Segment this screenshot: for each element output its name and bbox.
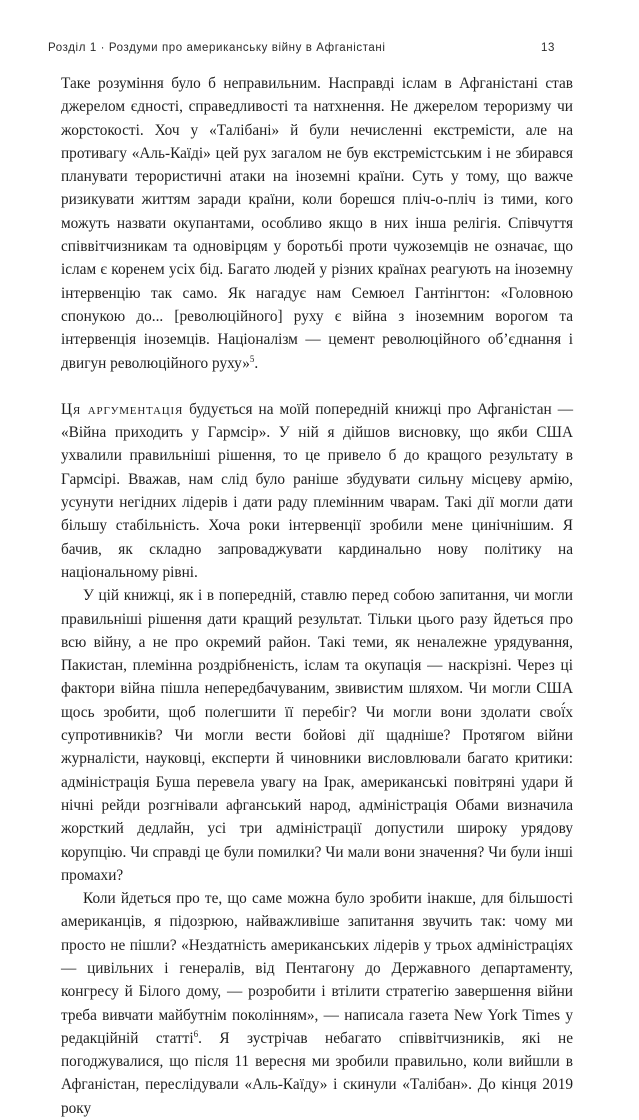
paragraph-1-end: .: [254, 354, 259, 372]
paragraph-2: [61, 398, 573, 584]
paragraph-4-rest: . Я зустрічав небагато співвітчизників, які не погоджувалися, що після 11 вересня ми зробили правильно, коли вийшли в Афганістан, переслідували «Аль-Каїду» і скинули «Талібан». До кінця 2019 року: [61, 1029, 574, 1117]
body-text: [61, 72, 573, 1120]
chapter-running-title: Розділ 1 · Роздуми про американську війну в Афганістані: [48, 42, 386, 54]
paragraph-1-text: Таке розуміння було б неправильним. Насправді іслам в Афганістані став джерелом єдності, справедливості та натхнення. Не джерелом тероризму чи жорстокості. Хоч у «Талібані» й були нечисленні екстремісти, але на противагу «Аль-Каїді» цей рух загалом не був екстремістським і не збирався планувати терористичні атаки на іноземні країни. Суть у тому, що важче ризикувати життям заради країни, коли борешся пліч-о-пліч із тими, кого можуть назвати окупантами, особливо якщо в них інша релігія. Співчуття співвітчизникам та одновірцям у боротьбі проти чужоземців не означає, що іслам є коренем усіх бід. Багато людей у різних країнах реагують на іноземну інтервенцію так само. Як нагадує нам Семюел Гантінгтон: «Головною спонукою до... [революційного] руху є війна з іноземним ворогом та інтервенція іноземців. Націоналізм — цемент революційного об’єднання і двигун революційного руху»: [61, 75, 573, 372]
running-header: [48, 42, 555, 62]
paragraph-3: [61, 584, 573, 887]
paragraph-1: [61, 72, 573, 375]
paragraph-2-lead: Ця аргументація: [61, 400, 184, 418]
paragraph-2-text: будується на моїй попередній книжці про Афганістан — «Війна приходить у Гармсір». У ній я дійшов висновку, що якби США ухвалили правильніші рішення, то це привело б до кращого результату в Гармсірі. Вважав, нам слід було раніше збудувати сильну місцеву армію, усунути негідних лідерів і дати раду племінним чварам. Такі дії могли дати більшу стабільність. Хоча роки інтервенції зробили мене цинічнішим. Я бачив, як складно запроваджувати кардинально нову політику на національному рівні.: [61, 400, 573, 581]
paragraph-3-text: У цій книжці, як і в попередній, ставлю перед собою запитання, чи могли правильніші рішення дати кращий результат. Тільки цього разу йдеться про всю війну, а не про окремий район. Такі теми, як неналежне урядування, Пакистан, племінна роздрібненість, іслам та окупація — наскрізні. Через ці фактори війна пішла непередбачуваним, звивистим шляхом. Чи могли США щось зробити, щоб полегшити її перебіг? Чи могли вони здолати свої́х супротивників? Чи могли вести бойові дії щадніше? Протягом війни журналісти, науковці, експерти й чиновники висловлювали багато критики: адміністрація Буша перевела увагу на Ірак, американські повітряні удари й нічні рейди розгнівали афганський народ, адміністрація Обами визначила жорсткий дедлайн, усі три адміністрації допустили широку урядову корупцію. Чи справді це були помилки? Чи мали вони значення? Чи були інші промахи?: [61, 587, 573, 884]
footnote-marker-6: 6: [193, 1028, 199, 1039]
paragraph-4: [61, 887, 573, 1120]
paragraph-4-text: Коли йдеться про те, що саме можна було зробити інакше, для більшості американців, я підозрюю, найважливіше запитання звучить так: чому ми просто не пішли? «Нездатність американських лідерів у трьох адміністраціях — цивільних і генералів, від Пентагону до Державного департаменту, конгресу й Білого дому, — розробити і втілити стратегію завершення війни треба вивчати майбутнім поколінням», — написала газета New York Times у редакційній статті: [61, 890, 573, 1047]
page-number: 13: [541, 42, 555, 54]
footnote-marker-5: 5: [249, 353, 255, 364]
